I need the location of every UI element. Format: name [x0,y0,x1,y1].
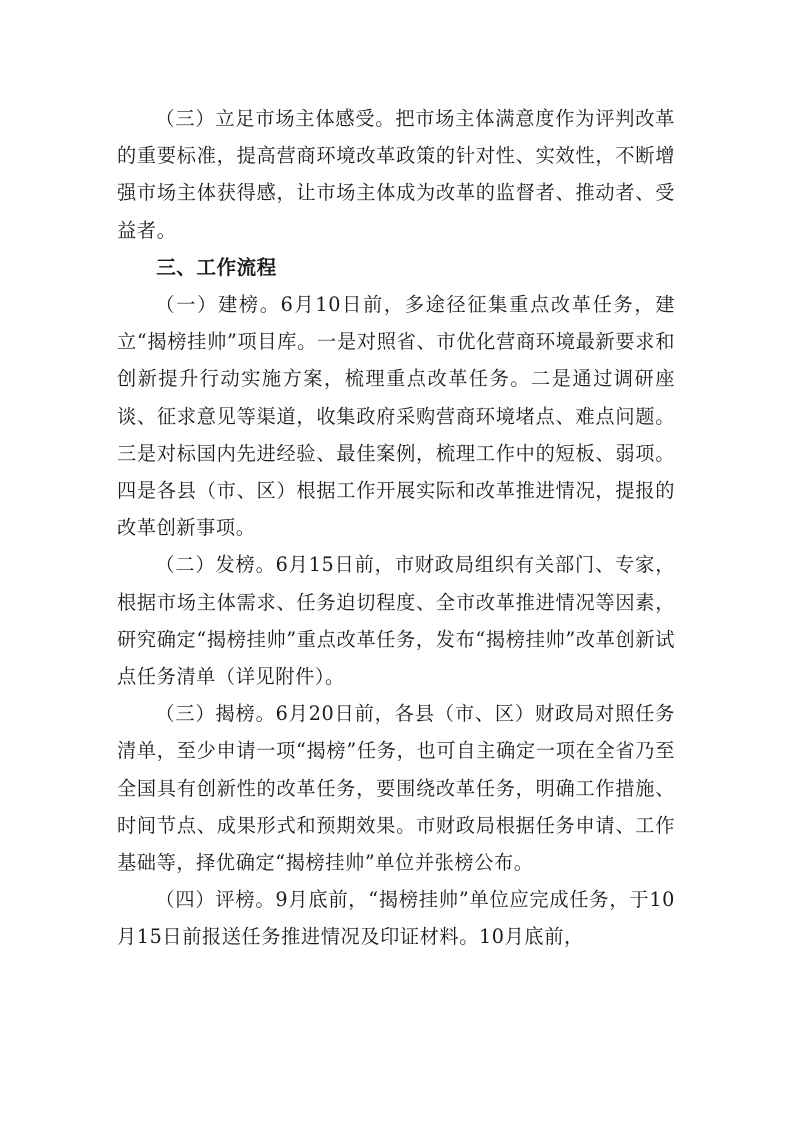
paragraph-body: 6月20日前，各县（市、区）财政局对照任务清单，至少申请一项“揭榜”任务，也可自主确定一项在全省乃至全国具有创新性的改革任务，要围绕改革任务，明确工作措施、时间节点、成果形式和预期效果。市财政局根据任务申请、工作基础等，择优确定“揭榜挂帅”单位并张榜公布。 [117,702,675,875]
paragraph-body: 6月10日前，多途径征集重点改革任务，建立“揭榜挂帅”项目库。一是对照省、市优化营商环境最新要求和创新提升行动实施方案，梳理重点改革任务。二是通过调研座谈、征求意见等渠道，收集政府采购营商环境堵点、难点问题。三是对标国内先进经验、最佳案例，梳理工作中的短板、弱项。四是各县（市、区）根据工作开展实际和改革推进情况，提报的改革创新事项。 [117,293,675,540]
document-page [117,100,675,956]
section-heading-workflow: 三、工作流程 [156,255,277,279]
paragraph-lead: （三）揭榜。 [155,702,276,726]
paragraph-lead: （一）建榜。 [155,293,281,317]
paragraph-lead: （四）评榜。 [155,888,276,912]
paragraph-body: 把市场主体满意度作为评判改革的重要标准，提高营商环境改革政策的针对性、实效性，不断增强市场主体获得感，让市场主体成为改革的监督者、推动者、受益者。 [117,107,676,242]
paragraph-lead: （三）立足市场主体感受。 [155,107,396,130]
paragraph-market-subject-feeling [117,100,675,249]
paragraph-lead: （二）发榜。 [155,553,276,577]
paragraph-body: 9月底前，“揭榜挂帅”单位应完成任务，于10月15日前报送任务推进情况及印证材料。10月底前， [117,888,675,949]
paragraph-build-list [117,286,675,546]
paragraph-body: 6月15日前，市财政局组织有关部门、专家，根据市场主体需求、任务迫切程度、全市改革推进情况等因素，研究确定“揭榜挂帅”重点改革任务，发布“揭榜挂帅”改革创新试点任务清单（详见附件）。 [117,553,675,689]
paragraph-evaluate-list [117,881,675,955]
paragraph-publish-list [117,546,675,695]
paragraph-accept-list [117,695,675,881]
